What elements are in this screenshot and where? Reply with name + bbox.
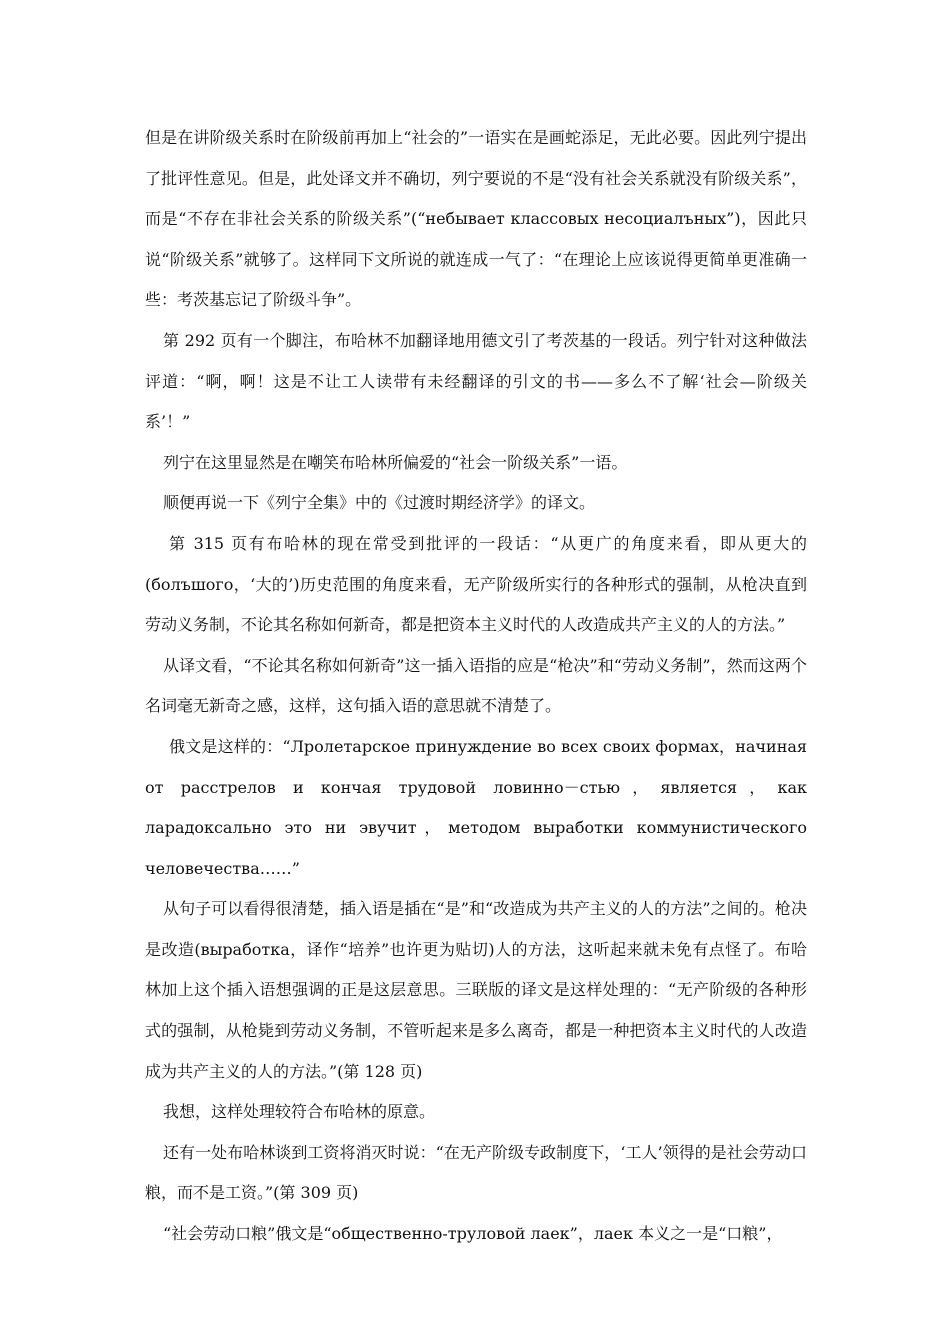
document-page <box>145 118 807 1255</box>
paragraph-5: 第 315 页有布哈林的现在常受到批评的一段话：“从更广的角度来看，即从更大的(болъшого，‘大的’)历史范围的角度来看，无产阶级所实行的各种形式的强制，从枪决直到劳动义务制，不论其名称如何新奇，都是把资本主义时代的人改造成共产主义的人的方法。” <box>145 533 807 635</box>
paragraph-8: 从句子可以看得很清楚，插入语是插在“是”和“改造成为共产主义的人的方法”之间的。枪决是改造(выработка，译作“培养”也许更为贴切)人的方法，这听起来就未免有点怪了。布哈林加上这个插入语想强调的正是这层意思。三联版的译文是这样处理的：“无产阶级的各种形式的强制，从枪毙到劳动义务制，不管听起来是多么离奇，都是一种把资本主义时代的人改造成为共产主义的人的方法。”(第 128 页) <box>145 899 807 1081</box>
paragraph-1: 但是在讲阶级关系时在阶级前再加上“社会的”一语实在是画蛇添足，无此必要。因此列宁提出了批评性意见。但是，此处译文并不确切，列宁要说的不是“没有社会关系就没有阶级关系”，而是“不存在非社会关系的阶级关系”(“небывает классовых несоциалъных”)，因此只说“阶级关系”就够了。这样同下文所说的就连成一气了：“在理论上应该说得更简单更准确一些：考茨基忘记了阶级斗争”。 <box>145 128 807 310</box>
paragraph-6: 从译文看，“不论其名称如何新奇”这一插入语指的应是“枪决”和“劳动义务制”，然而这两个名词毫无新奇之感，这样，这句插入语的意思就不清楚了。 <box>145 655 807 716</box>
paragraph-2: 第 292 页有一个脚注，布哈林不加翻译地用德文引了考茨基的一段话。列宁针对这种做法评道：“啊，啊！这是不让工人读带有未经翻译的引文的书——多么不了解‘社会—阶级关系’！” <box>145 330 807 432</box>
paragraph-9: 我想，这样处理较符合布哈林的原意。 <box>163 1102 436 1122</box>
paragraph-4: 顺便再说一下《列宁全集》中的《过渡时期经济学》的译文。 <box>163 493 596 513</box>
paragraph-10: 还有一处布哈林谈到工资将消灭时说：“在无产阶级专政制度下，‘工人’领得的是社会劳动口粮，而不是工资。”(第 309 页) <box>145 1142 807 1203</box>
paragraph-3: 列宁在这里显然是在嘲笑布哈林所偏爱的“社会一阶级关系”一语。 <box>163 452 628 472</box>
paragraph-7: 俄文是这样的：“Лролетарское принуждение во всех своих формах，начиная от расстрелов и кончая трудовой ловинно－стью，является，как ларадоксально это ни эвучит，методом выработки коммунистического человечества……” <box>145 736 807 878</box>
paragraph-11: “社会劳动口粮”俄文是“общественно-труловой лаек”，лаек 本义之一是“口粮”， <box>163 1224 783 1244</box>
